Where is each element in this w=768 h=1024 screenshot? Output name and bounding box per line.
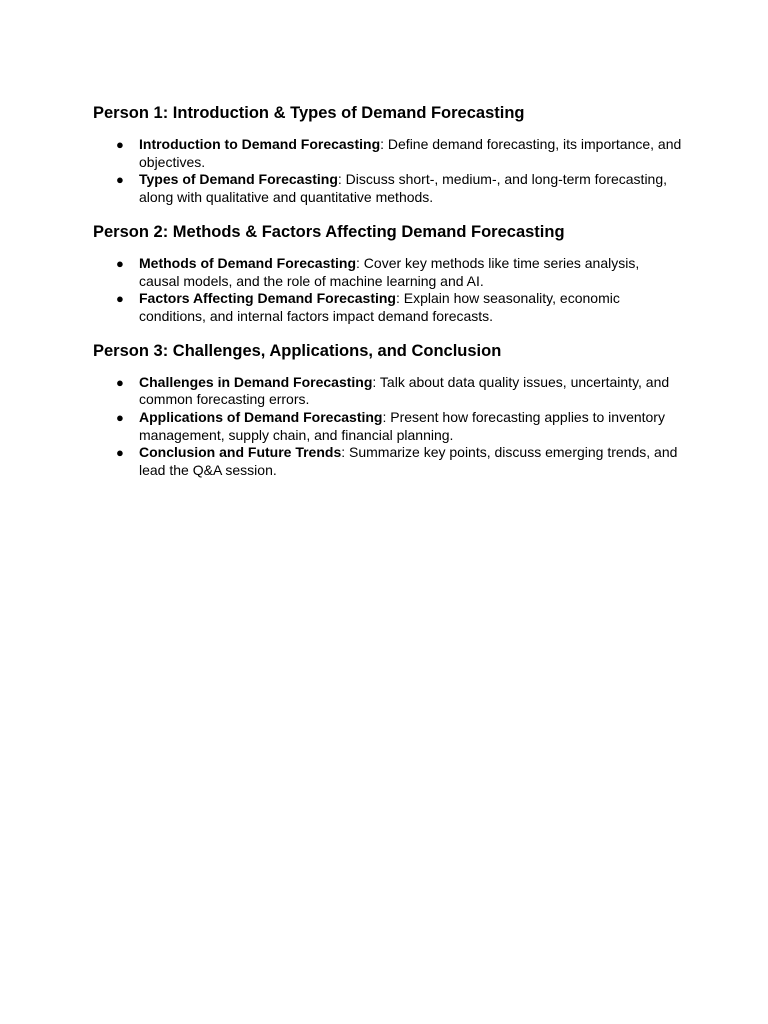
bullet-icon: ● — [116, 255, 124, 271]
list-item — [93, 171, 683, 206]
item-term: Introduction to Demand Forecasting — [139, 136, 381, 152]
item-term: Applications of Demand Forecasting — [139, 409, 383, 426]
item-text: : Cover key methods like time series analysis, causal models, and the role of machine learning and AI. — [139, 254, 640, 289]
bullet-list — [93, 255, 683, 326]
item-term: Methods of Demand Forecasting — [139, 254, 357, 271]
item-text: : Discuss short-, medium-, and long-term forecasting, along with qualitative and quantitative methods. — [139, 171, 668, 206]
item-text: : Talk about data quality issues, uncertainty, and common forecasting errors. — [139, 373, 670, 408]
bullet-icon: ● — [116, 291, 124, 307]
section-heading: Person 1: Introduction & Types of Demand Forecasting — [93, 104, 525, 122]
section-person-3 — [93, 340, 683, 480]
list-item — [93, 290, 683, 325]
section-heading: Person 2: Methods & Factors Affecting Demand Forecasting — [93, 222, 565, 241]
section-heading: Person 3: Challenges, Applications, and Conclusion — [93, 341, 502, 360]
bullet-icon: ● — [116, 172, 124, 188]
list-item — [93, 409, 683, 444]
list-item — [93, 136, 683, 171]
item-text: : Explain how seasonality, economic conditions, and internal factors impact demand forecasts. — [139, 290, 620, 324]
bullet-list — [93, 136, 683, 207]
item-term: Challenges in Demand Forecasting — [139, 373, 373, 390]
list-item — [93, 444, 683, 479]
list-item — [93, 374, 683, 409]
list-item — [93, 255, 683, 290]
item-text: : Summarize key points, discuss emerging trends, and lead the Q&A session. — [139, 444, 678, 479]
item-term: Types of Demand Forecasting — [139, 171, 338, 188]
item-text: : Present how forecasting applies to inventory management, supply chain, and financial planning. — [139, 409, 665, 443]
item-term: Factors Affecting Demand Forecasting — [139, 290, 396, 307]
bullet-list — [93, 374, 683, 480]
item-term: Conclusion and Future Trends — [139, 444, 342, 461]
bullet-icon: ● — [116, 137, 124, 152]
bullet-icon: ● — [116, 445, 124, 461]
item-text: : Define demand forecasting, its importance, and objectives. — [139, 136, 682, 170]
section-person-1 — [93, 102, 683, 207]
bullet-icon: ● — [116, 410, 124, 426]
bullet-icon: ● — [116, 374, 124, 390]
section-person-2 — [93, 221, 683, 326]
document-page — [93, 102, 683, 494]
